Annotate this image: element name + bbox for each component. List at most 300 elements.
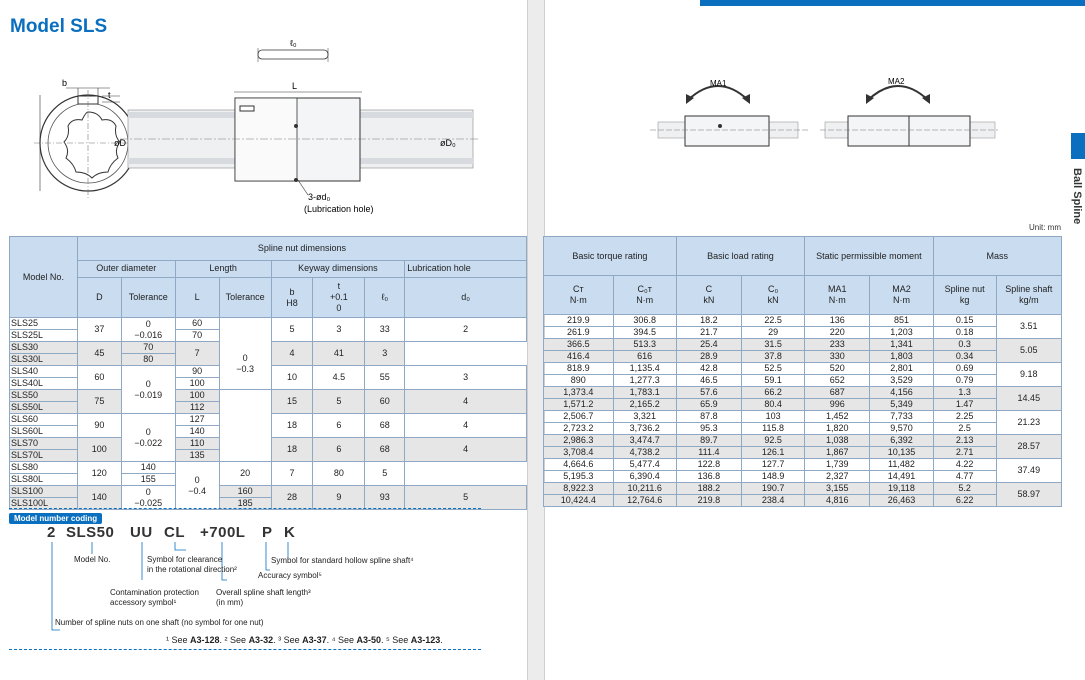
header-nut-mass-unit: kg xyxy=(959,295,970,305)
c0-cell: 115.8 xyxy=(742,423,805,435)
ma1-cell: 996 xyxy=(805,399,870,411)
shaft-mass-cell: 14.45 xyxy=(996,387,1061,411)
ref-3-prefix: . ³ See xyxy=(273,635,303,645)
ma1-cell: 1,867 xyxy=(805,447,870,459)
header-length: Length xyxy=(175,260,271,277)
d0-cell: 2 xyxy=(405,318,527,342)
label-L: L xyxy=(292,81,298,91)
d0-cell: 5 xyxy=(365,462,405,486)
c-cell: 111.4 xyxy=(676,447,741,459)
label-ma2: MA2 xyxy=(888,77,905,86)
d-cell: 45 xyxy=(77,342,121,366)
table-row xyxy=(544,459,1062,471)
nut-mass-cell: 0.34 xyxy=(933,351,996,363)
ct-cell: 2,723.2 xyxy=(544,423,614,435)
nut-mass-cell: 4.77 xyxy=(933,471,996,483)
footnote-references xyxy=(166,635,443,645)
label-b: b xyxy=(62,78,68,88)
d-tolerance-cell xyxy=(121,486,175,510)
c-cell: 46.5 xyxy=(676,375,741,387)
table-row xyxy=(544,327,1062,339)
table-row xyxy=(544,315,1062,327)
table-row xyxy=(544,447,1062,459)
d-cell: 120 xyxy=(77,462,121,486)
t-cell: 3 xyxy=(313,318,365,342)
d0-cell: 4 xyxy=(405,390,527,414)
t-cell: 5 xyxy=(313,390,365,414)
l0-cell: 55 xyxy=(365,366,405,390)
header-ct-unit: N·m xyxy=(569,295,587,305)
ratings-table xyxy=(543,236,1062,507)
ct-cell: 890 xyxy=(544,375,614,387)
header-c xyxy=(676,276,741,315)
end-view xyxy=(34,78,142,198)
c-cell: 188.2 xyxy=(676,483,741,495)
ref-5-prefix: . ⁵ See xyxy=(381,635,411,645)
c-cell: 95.3 xyxy=(676,423,741,435)
ct-cell: 261.9 xyxy=(544,327,614,339)
header-model-no: Model No. xyxy=(10,237,78,318)
shaft-mass-cell: 9.18 xyxy=(996,363,1061,387)
dimensions-table xyxy=(9,236,527,510)
c-cell: 65.9 xyxy=(676,399,741,411)
header-b xyxy=(271,278,313,318)
note-contamination-1: Contamination protection xyxy=(110,588,199,597)
ma2-cell: 11,482 xyxy=(870,459,933,471)
c0t-cell: 1,135.4 xyxy=(613,363,676,375)
ct-cell: 366.5 xyxy=(544,339,614,351)
ct-cell: 4,664.6 xyxy=(544,459,614,471)
c-cell: 136.8 xyxy=(676,471,741,483)
header-load: Basic load rating xyxy=(676,237,804,276)
ma1-diagram xyxy=(650,79,810,146)
c0t-cell: 12,764.6 xyxy=(613,495,676,507)
tolerance-lower: −0.4 xyxy=(188,485,207,496)
header-c0t-label: C₀т xyxy=(637,284,652,294)
code-model: SLS50 xyxy=(66,524,115,541)
model-no-cell: SLS80L xyxy=(10,474,78,486)
nut-mass-cell: 0.3 xyxy=(933,339,996,351)
nut-mass-cell: 5.2 xyxy=(933,483,996,495)
table-row xyxy=(544,411,1062,423)
b-cell: 18 xyxy=(271,414,313,438)
ct-cell: 5,195.3 xyxy=(544,471,614,483)
tolerance-upper: 0 xyxy=(145,426,151,437)
l0-cell: 41 xyxy=(313,342,365,366)
t-cell: 4 xyxy=(271,342,313,366)
ma1-cell: 1,739 xyxy=(805,459,870,471)
c0-cell: 148.9 xyxy=(742,471,805,483)
label-lub-note: (Lubrication hole) xyxy=(304,204,374,214)
ct-cell: 1,373.4 xyxy=(544,387,614,399)
c-cell: 21.7 xyxy=(676,327,741,339)
header-nut-dims: Spline nut dimensions xyxy=(77,237,526,261)
table-row xyxy=(544,471,1062,483)
ct-cell: 10,424.4 xyxy=(544,495,614,507)
note-overall-1: Overall spline shaft length³ xyxy=(216,588,311,597)
header-d: D xyxy=(77,278,121,318)
coding-title: Model number coding xyxy=(9,513,102,524)
c0t-cell: 394.5 xyxy=(613,327,676,339)
label-phid0: øD₀ xyxy=(440,138,456,148)
ct-cell: 1,571.2 xyxy=(544,399,614,411)
ma1-cell: 2,327 xyxy=(805,471,870,483)
label-ma1: MA1 xyxy=(710,79,727,88)
ct-cell: 8,922.3 xyxy=(544,483,614,495)
model-no-cell: SLS80 xyxy=(10,462,78,474)
ref-3-link[interactable]: A3-37 xyxy=(302,635,327,645)
side-view xyxy=(120,40,478,214)
table-row xyxy=(544,351,1062,363)
nut-mass-cell: 0.18 xyxy=(933,327,996,339)
model-no-cell: SLS100L xyxy=(10,498,78,510)
l-cell: 185 xyxy=(219,498,271,510)
ct-cell: 818.9 xyxy=(544,363,614,375)
l-cell: 80 xyxy=(121,354,175,366)
ct-cell: 3,708.4 xyxy=(544,447,614,459)
tolerance-upper: 0 xyxy=(145,318,151,329)
c0-cell: 127.7 xyxy=(742,459,805,471)
t-cell: 4.5 xyxy=(313,366,365,390)
c0t-cell: 2,165.2 xyxy=(613,399,676,411)
d-tolerance-cell xyxy=(121,414,175,462)
table-row xyxy=(10,318,527,330)
l-cell: 70 xyxy=(121,342,175,354)
c0-cell: 22.5 xyxy=(742,315,805,327)
t-cell: 9 xyxy=(313,486,365,510)
ref-2-link[interactable]: A3-32 xyxy=(248,635,274,645)
l0-cell: 68 xyxy=(365,414,405,438)
b-cell: 28 xyxy=(271,486,313,510)
l-cell: 135 xyxy=(175,450,219,462)
table-row xyxy=(10,462,527,474)
ref-4-prefix: . ⁴ See xyxy=(326,635,357,645)
shaft-mass-cell: 5.05 xyxy=(996,339,1061,363)
model-no-cell: SLS70 xyxy=(10,438,78,450)
c-cell: 18.2 xyxy=(676,315,741,327)
header-c0-unit: kN xyxy=(767,295,779,305)
code-length: +700L xyxy=(200,524,246,541)
l-cell: 110 xyxy=(175,438,219,450)
c0t-cell: 10,211.6 xyxy=(613,483,676,495)
c0t-cell: 306.8 xyxy=(613,315,676,327)
tolerance-upper: 0 xyxy=(145,486,151,497)
t-cell: 6 xyxy=(313,414,365,438)
header-l0: ℓ₀ xyxy=(365,278,405,318)
ma2-cell: 5,349 xyxy=(870,399,933,411)
code-hollow: K xyxy=(284,524,296,541)
note-overall-2: (in mm) xyxy=(216,598,244,607)
ma1-cell: 1,038 xyxy=(805,435,870,447)
header-mass: Mass xyxy=(933,237,1061,276)
c0t-cell: 1,277.3 xyxy=(613,375,676,387)
c-cell: 28.9 xyxy=(676,351,741,363)
ct-cell: 2,986.3 xyxy=(544,435,614,447)
ct-cell: 416.4 xyxy=(544,351,614,363)
c0-cell: 59.1 xyxy=(742,375,805,387)
header-c0t-unit: N·m xyxy=(636,295,654,305)
table-row xyxy=(544,387,1062,399)
l0-cell: 33 xyxy=(365,318,405,342)
header-t-plus: +0.1 xyxy=(330,292,348,302)
ref-end: . xyxy=(440,635,443,645)
tolerance-lower: −0.019 xyxy=(134,389,163,400)
b-cell: 5 xyxy=(271,318,313,342)
c0-cell: 92.5 xyxy=(742,435,805,447)
t-cell: 7 xyxy=(271,462,313,486)
nut-mass-cell: 2.71 xyxy=(933,447,996,459)
l-cell: 112 xyxy=(175,402,219,414)
l-cell: 60 xyxy=(175,318,219,330)
model-no-cell: SLS60 xyxy=(10,414,78,426)
c-cell: 42.8 xyxy=(676,363,741,375)
note-accuracy: Accuracy symbol⁵ xyxy=(258,571,322,580)
note-nut-count: Number of spline nuts on one shaft (no symbol for one nut) xyxy=(55,618,264,627)
header-static-moment: Static permissible moment xyxy=(805,237,933,276)
header-l-tolerance: Tolerance xyxy=(219,278,271,318)
side-label: Ball Spline xyxy=(1071,168,1083,225)
model-no-cell: SLS25 xyxy=(10,318,78,330)
nut-mass-cell: 2.13 xyxy=(933,435,996,447)
d-cell: 140 xyxy=(77,486,121,510)
nut-mass-cell: 2.25 xyxy=(933,411,996,423)
shaft-mass-cell: 58.97 xyxy=(996,483,1061,507)
header-lub-hole: Lubrication hole xyxy=(405,260,527,277)
ma1-cell: 330 xyxy=(805,351,870,363)
header-ct xyxy=(544,276,614,315)
d-cell: 90 xyxy=(77,414,121,438)
c0-cell: 80.4 xyxy=(742,399,805,411)
ma1-cell: 233 xyxy=(805,339,870,351)
c0t-cell: 3,321 xyxy=(613,411,676,423)
model-no-cell: SLS60L xyxy=(10,426,78,438)
l-tolerance-cell xyxy=(175,462,219,510)
ma1-cell: 136 xyxy=(805,315,870,327)
header-c0 xyxy=(742,276,805,315)
l-cell: 90 xyxy=(175,366,219,378)
c-cell: 87.8 xyxy=(676,411,741,423)
ma2-cell: 19,118 xyxy=(870,483,933,495)
ma2-cell: 3,529 xyxy=(870,375,933,387)
tolerance-upper: 0 xyxy=(242,352,248,363)
tolerance-lower: −0.025 xyxy=(134,497,163,508)
ma2-cell: 1,203 xyxy=(870,327,933,339)
spline-nut-drawing xyxy=(10,40,480,225)
note-contamination-2: accessory symbol¹ xyxy=(110,598,177,607)
d0-cell: 5 xyxy=(405,486,527,510)
c0t-cell: 1,783.1 xyxy=(613,387,676,399)
ref-5-link[interactable]: A3-123 xyxy=(410,635,441,645)
ma2-diagram xyxy=(820,77,998,146)
ma2-cell: 1,341 xyxy=(870,339,933,351)
header-ma1-unit: N·m xyxy=(828,295,846,305)
unit-label: Unit: mm xyxy=(1029,223,1061,232)
model-no-cell: SLS40 xyxy=(10,366,78,378)
ma2-cell: 2,801 xyxy=(870,363,933,375)
page-title: Model SLS xyxy=(10,16,108,37)
ma1-cell: 652 xyxy=(805,375,870,387)
c0t-cell: 5,477.4 xyxy=(613,459,676,471)
d-cell: 100 xyxy=(77,438,121,462)
model-no-cell: SLS50 xyxy=(10,390,78,402)
l0-cell: 80 xyxy=(313,462,365,486)
section-tab xyxy=(1071,133,1085,159)
table-row xyxy=(544,483,1062,495)
table-row xyxy=(544,339,1062,351)
tolerance-lower: −0.3 xyxy=(236,363,254,374)
d0-cell: 4 xyxy=(405,438,527,462)
l-cell: 127 xyxy=(175,414,219,426)
header-nut-mass xyxy=(933,276,996,315)
ma2-cell: 26,463 xyxy=(870,495,933,507)
ma1-cell: 1,452 xyxy=(805,411,870,423)
d-cell: 75 xyxy=(77,390,121,414)
header-shaft-mass-label: Spline shaft xyxy=(1005,284,1053,294)
ma2-cell: 4,156 xyxy=(870,387,933,399)
model-no-cell: SLS100 xyxy=(10,486,78,498)
model-no-cell: SLS70L xyxy=(10,450,78,462)
ma2-cell: 851 xyxy=(870,315,933,327)
nut-mass-cell: 0.69 xyxy=(933,363,996,375)
table-row xyxy=(544,435,1062,447)
c0-cell: 126.1 xyxy=(742,447,805,459)
nut-mass-cell: 1.3 xyxy=(933,387,996,399)
c-cell: 122.8 xyxy=(676,459,741,471)
c0t-cell: 513.3 xyxy=(613,339,676,351)
ma2-cell: 9,570 xyxy=(870,423,933,435)
model-no-cell: SLS30 xyxy=(10,342,78,354)
c0-cell: 52.5 xyxy=(742,363,805,375)
note-model-no: Model No. xyxy=(74,555,111,564)
ma2-cell: 7,733 xyxy=(870,411,933,423)
c0-cell: 66.2 xyxy=(742,387,805,399)
note-clearance-2: in the rotational direction² xyxy=(147,565,237,574)
table-row xyxy=(544,495,1062,507)
nut-mass-cell: 4.22 xyxy=(933,459,996,471)
ma2-cell: 1,803 xyxy=(870,351,933,363)
nut-mass-cell: 0.79 xyxy=(933,375,996,387)
c-cell: 219.8 xyxy=(676,495,741,507)
l-cell: 70 xyxy=(175,330,219,342)
ref-1-prefix: ¹ See xyxy=(166,635,191,645)
header-shaft-mass xyxy=(996,276,1061,315)
c0-cell: 29 xyxy=(742,327,805,339)
header-ma2-unit: N·m xyxy=(892,295,910,305)
code-nut-count: 2 xyxy=(47,524,56,541)
c-cell: 89.7 xyxy=(676,435,741,447)
ma2-cell: 10,135 xyxy=(870,447,933,459)
header-ct-label: Cт xyxy=(573,284,584,294)
b-cell: 10 xyxy=(271,366,313,390)
ma1-cell: 4,816 xyxy=(805,495,870,507)
header-t-label: t xyxy=(337,281,341,291)
d0-cell: 3 xyxy=(405,366,527,390)
l0-cell: 93 xyxy=(365,486,405,510)
ref-2-prefix: . ² See xyxy=(219,635,249,645)
label-phid: øD xyxy=(114,138,126,148)
b-cell: 20 xyxy=(219,462,271,486)
table-row xyxy=(544,363,1062,375)
c0-cell: 103 xyxy=(742,411,805,423)
table-row xyxy=(544,399,1062,411)
header-ma1-label: MA1 xyxy=(828,284,847,294)
ref-4-link[interactable]: A3-50 xyxy=(356,635,382,645)
c-cell: 25.4 xyxy=(676,339,741,351)
header-torque: Basic torque rating xyxy=(544,237,677,276)
d-cell: 60 xyxy=(77,366,121,390)
b-cell: 15 xyxy=(271,390,313,414)
header-nut-mass-label: Spline nut xyxy=(944,284,985,294)
t-cell: 6 xyxy=(313,438,365,462)
shaft-mass-cell: 37.49 xyxy=(996,459,1061,483)
model-no-cell: SLS40L xyxy=(10,378,78,390)
nut-mass-cell: 2.5 xyxy=(933,423,996,435)
d0-cell: 3 xyxy=(365,342,405,366)
ref-1-link[interactable]: A3-128 xyxy=(190,635,220,645)
l0-cell: 60 xyxy=(365,390,405,414)
shaft-mass-cell: 28.57 xyxy=(996,435,1061,459)
label-l0: ℓ₀ xyxy=(290,40,297,48)
d-tolerance-cell xyxy=(121,366,175,414)
tolerance-upper: 0 xyxy=(194,474,200,485)
model-no-cell: SLS50L xyxy=(10,402,78,414)
header-ma2 xyxy=(870,276,933,315)
ma1-cell: 1,820 xyxy=(805,423,870,435)
tolerance-lower: −0.022 xyxy=(134,437,163,448)
ma2-cell: 6,392 xyxy=(870,435,933,447)
header-outer-diameter: Outer diameter xyxy=(77,260,175,277)
d0-cell: 4 xyxy=(405,414,527,438)
header-l: L xyxy=(175,278,219,318)
ma1-cell: 220 xyxy=(805,327,870,339)
model-no-cell: SLS30L xyxy=(10,354,78,366)
ct-cell: 219.9 xyxy=(544,315,614,327)
d-tolerance-cell xyxy=(121,318,175,342)
c0-cell: 190.7 xyxy=(742,483,805,495)
header-b-label: b xyxy=(289,286,295,297)
code-accuracy: P xyxy=(262,524,273,541)
tolerance-lower: −0.016 xyxy=(134,329,163,340)
shaft-mass-cell: 21.23 xyxy=(996,411,1061,435)
header-c0t xyxy=(613,276,676,315)
l-cell: 155 xyxy=(121,474,175,486)
l-cell: 140 xyxy=(121,462,175,474)
label-t: t xyxy=(108,90,111,100)
l-tolerance-cell-empty xyxy=(219,390,271,462)
header-b-sub: H8 xyxy=(286,297,298,308)
header-c0-label: C₀ xyxy=(767,284,779,294)
l-cell: 100 xyxy=(175,390,219,402)
c0t-cell: 3,474.7 xyxy=(613,435,676,447)
header-band xyxy=(700,0,1085,6)
b-cell: 7 xyxy=(175,342,219,366)
header-t-zero: 0 xyxy=(336,303,342,313)
l-cell: 160 xyxy=(219,486,271,498)
table-row xyxy=(544,423,1062,435)
c0t-cell: 616 xyxy=(613,351,676,363)
header-shaft-mass-unit: kg/m xyxy=(1019,295,1039,305)
c0-cell: 37.8 xyxy=(742,351,805,363)
header-c-label: C xyxy=(705,284,713,294)
header-ma2-label: MA2 xyxy=(892,284,911,294)
table-row xyxy=(10,486,527,498)
header-keyway: Keyway dimensions xyxy=(271,260,405,277)
ma1-cell: 520 xyxy=(805,363,870,375)
header-ma1 xyxy=(805,276,870,315)
nut-mass-cell: 6.22 xyxy=(933,495,996,507)
c0t-cell: 4,738.2 xyxy=(613,447,676,459)
ct-cell: 2,506.7 xyxy=(544,411,614,423)
